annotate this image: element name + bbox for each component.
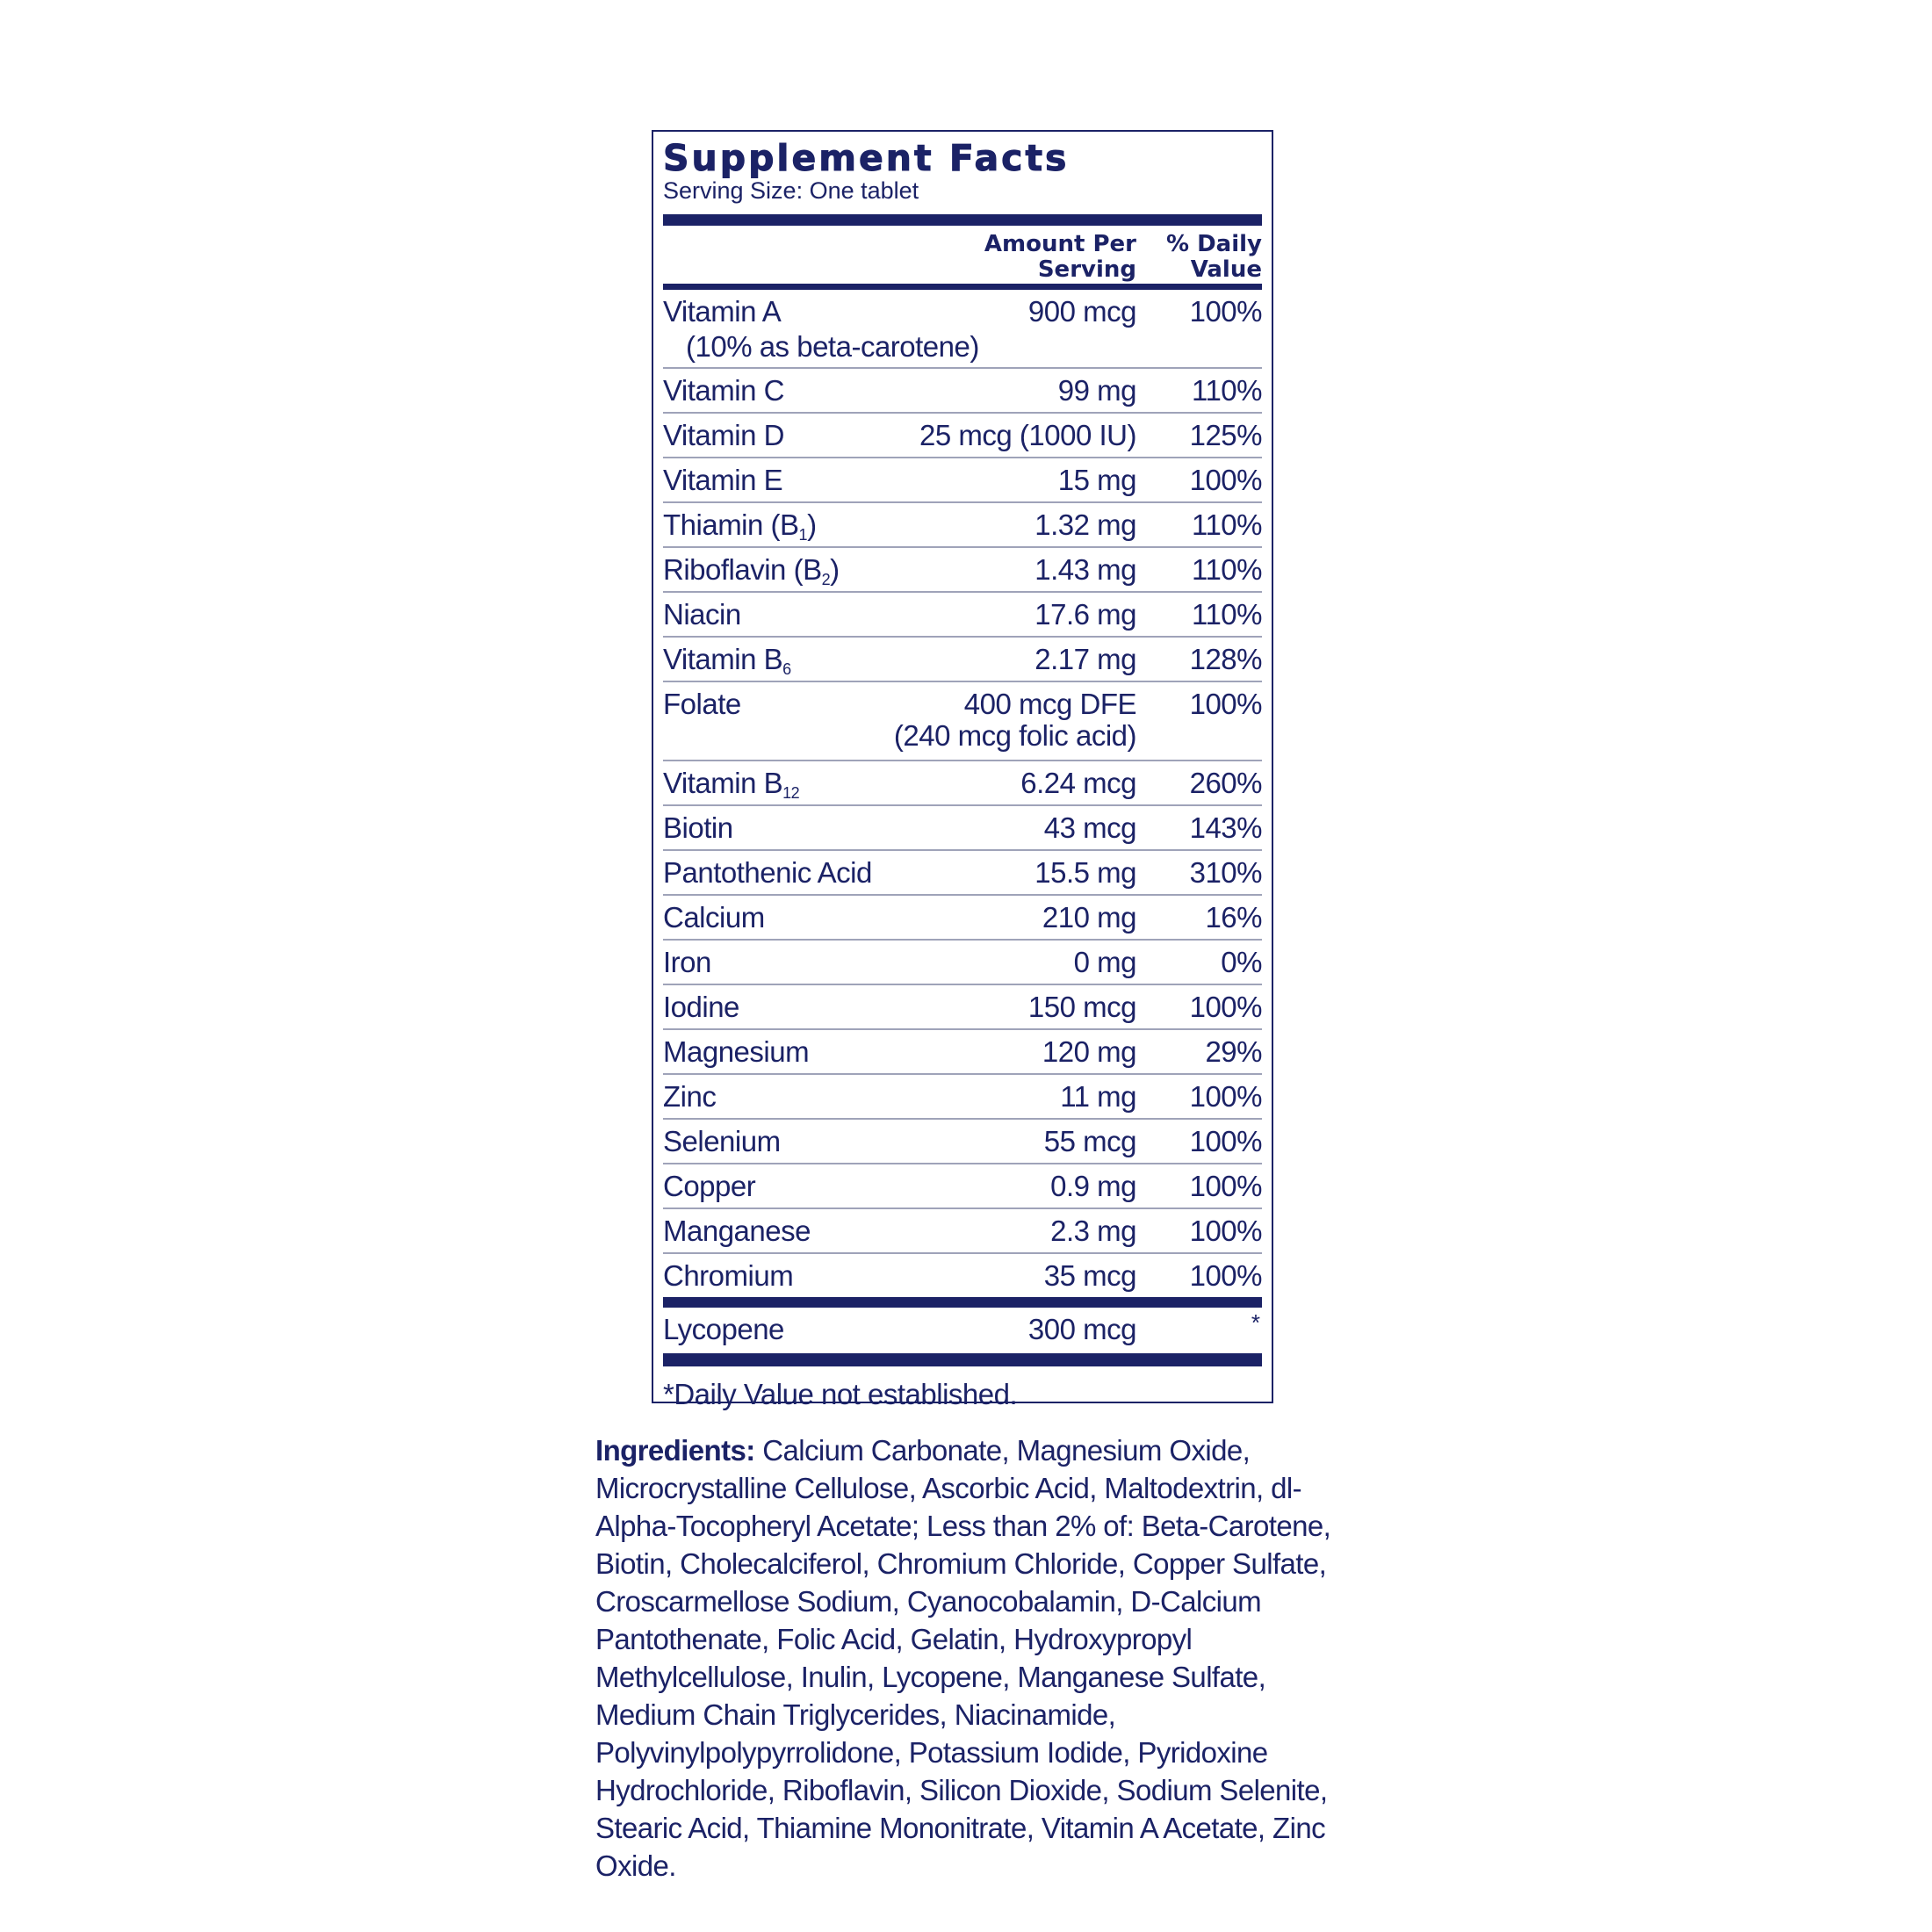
nutrient-name: Riboflavin $(B_2)$ [663,553,840,588]
nutrient-daily-value: 110% [1192,508,1262,541]
nutrient-amount: 1.43 mg [1034,553,1136,586]
nutrient-row [663,414,1262,458]
nutrient-row [663,941,1262,985]
nutrient-amount: 120 mg [1042,1035,1136,1068]
nutrient-name: Folate [663,688,741,720]
nutrient-daily-value: 16% [1205,901,1262,934]
nutrient-daily-value: 310% [1189,856,1262,889]
nutrient-note: (10% as beta-carotene) [686,330,979,363]
divider-thick [663,214,1262,226]
nutrient-daily-value: 143% [1189,811,1262,844]
nutrient-amount: 25 mcg (1000 IU) [919,419,1136,451]
nutrient-amount: 400 mcg DFE [963,688,1136,720]
supplement-facts-panel [652,130,1273,1410]
nutrient-name: Zinc [663,1080,717,1113]
nutrient-name: Biotin [663,811,733,844]
amount-header-line1: Amount Per [984,231,1136,257]
nutrient-amount: 15 mg [1057,464,1136,496]
nutrient-name: Pantothenic Acid [663,856,872,889]
nutrient-row [663,369,1262,414]
nutrient-name: Calcium [663,901,765,934]
nutrient-daily-value: 100% [1189,1215,1262,1247]
nutrient-row [663,458,1262,503]
nutrient-subscript: 1 [798,526,808,544]
nutrient-name: Magnesium [663,1035,810,1068]
nutrient-table [663,290,1262,1297]
nutrient-row [663,1254,1262,1297]
nutrient-name: Vitamin A [663,295,782,328]
column-header [663,226,1262,284]
amount-header [908,232,1136,283]
nutrient-name: Selenium [663,1125,781,1157]
nutrient-amount: 0 mg [1073,946,1136,978]
nutrient-row [663,1075,1262,1120]
nutrient-amount: 15.5 mg [1034,856,1136,889]
divider-other [663,1297,1262,1308]
nutrient-row [663,1209,1262,1254]
nutrient-name: Vitamin $B_6$ [663,643,791,678]
nutrient-daily-value: 110% [1192,374,1262,407]
ingredients-label: Ingredients: [595,1434,755,1467]
nutrient-daily-value: 100% [1189,295,1262,328]
nutrient-row [663,638,1262,682]
nutrient-daily-value: 29% [1205,1035,1262,1068]
daily-value-header-line1: % Daily [1165,231,1262,257]
nutrient-subscript: 12 [782,784,800,802]
nutrient-daily-value: 100% [1189,1125,1262,1157]
nutrient-subscript: 2 [821,571,831,588]
panel-inner [663,132,1262,1412]
nutrient-daily-value: 100% [1189,1170,1262,1202]
nutrient-amount: 0.9 mg [1050,1170,1136,1202]
divider-header [663,284,1262,290]
nutrient-amount: 210 mg [1042,901,1136,934]
nutrient-name: Vitamin E [663,464,783,496]
nutrient-row [663,761,1262,806]
nutrient-row-lycopene [663,1308,1262,1353]
nutrient-daily-value: * [1251,1309,1260,1336]
nutrient-name: Niacin [663,598,741,631]
nutrient-row [663,896,1262,941]
nutrient-row [663,548,1262,593]
nutrient-row [663,682,1262,761]
nutrient-daily-value: 0% [1221,946,1262,978]
nutrient-amount: 150 mcg [1027,991,1136,1023]
nutrient-row [663,985,1262,1030]
serving-size: Serving Size: One tablet [663,177,919,204]
nutrient-name: Vitamin $B_{12}$ [663,767,800,802]
nutrient-row [663,1120,1262,1164]
nutrient-daily-value: 100% [1189,1080,1262,1113]
footnote: *Daily Value not established. [663,1378,1018,1410]
nutrient-amount: 900 mcg [1027,295,1136,328]
nutrient-amount: 43 mcg [1043,811,1136,844]
nutrient-name: Vitamin C [663,374,784,407]
amount-header-line2: Serving [1037,256,1136,283]
nutrient-daily-value: 100% [1189,1259,1262,1292]
nutrient-amount: 300 mcg [1027,1313,1136,1345]
nutrient-daily-value: 260% [1189,767,1262,799]
nutrient-row [663,503,1262,548]
nutrient-amount: 55 mcg [1043,1125,1136,1157]
divider-bottom [663,1353,1262,1366]
nutrient-amount: 35 mcg [1043,1259,1136,1292]
nutrient-amount: 2.3 mg [1050,1215,1136,1247]
ingredients-text: Calcium Carbonate, Magnesium Oxide, Microcrystalline Cellulose, Ascorbic Acid, Maltodextrin, dl-Alpha-Tocopheryl Acetate; Less than 2% of: Beta-Carotene, Biotin, Cholecalciferol, Chromium Chloride, Copper Sulfate, Croscarmellose Sodium, Cyanocobalamin, D-Calcium Pantothenate, Folic Acid, Gelatin, Hydroxypropyl Methylcellulose, Inulin, Lycopene, Manganese Sulfate, Medium Chain Triglycerides, Niacinamide, Polyvinylpolypyrrolidone, Potassium Iodide, Pyridoxine Hydrochloride, Riboflavin, Silicon Dioxide, Sodium Selenite, Stearic Acid, Thiamine Mononitrate, Vitamin A Acetate, Zinc Oxide. [595,1434,1331,1882]
nutrient-amount: 11 mg [1060,1080,1136,1113]
panel-title: Supplement Facts [663,137,1070,179]
nutrient-daily-value: 110% [1192,553,1262,586]
daily-value-header [1139,232,1262,283]
nutrient-name: Vitamin D [663,419,784,451]
nutrient-name: Iron [663,946,711,978]
nutrient-row [663,1030,1262,1075]
nutrient-name: Chromium [663,1259,794,1292]
nutrient-amount: 99 mg [1057,374,1136,407]
nutrient-daily-value: 125% [1189,419,1262,451]
nutrient-name: Lycopene [663,1313,784,1345]
nutrient-subscript: 6 [782,660,791,678]
nutrient-name: Thiamin $(B_1)$ [663,508,817,544]
nutrient-amount: 6.24 mcg [1020,767,1136,799]
nutrient-name: Copper [663,1170,756,1202]
nutrient-row [663,1164,1262,1209]
nutrient-daily-value: 110% [1192,598,1262,631]
nutrient-daily-value: 128% [1189,643,1262,675]
nutrient-row [663,593,1262,638]
nutrient-daily-value: 100% [1189,464,1262,496]
nutrient-amount: 2.17 mg [1034,643,1136,675]
nutrient-amount: 17.6 mg [1034,598,1136,631]
nutrient-name: Manganese [663,1215,811,1247]
daily-value-header-line2: Value [1190,256,1262,283]
nutrient-name: Iodine [663,991,739,1023]
ingredients-statement [595,1431,1368,1885]
nutrient-amount-note: (240 mcg folic acid) [893,719,1136,752]
nutrient-row [663,851,1262,896]
nutrient-row [663,806,1262,851]
nutrient-row [663,290,1262,369]
nutrient-daily-value: 100% [1189,688,1262,720]
nutrient-amount: 1.32 mg [1034,508,1136,541]
nutrient-daily-value: 100% [1189,991,1262,1023]
